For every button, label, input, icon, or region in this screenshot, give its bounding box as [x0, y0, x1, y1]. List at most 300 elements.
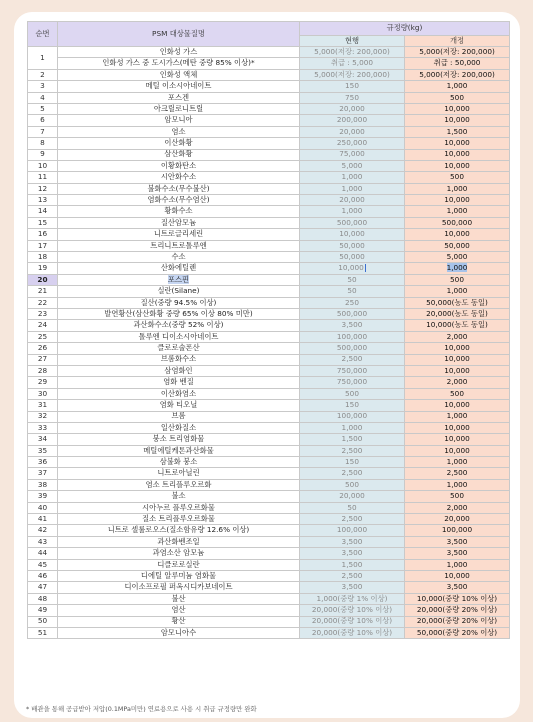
- current-quantity: [300, 160, 405, 171]
- revised-quantity: [405, 445, 510, 456]
- psm-threshold-table: [27, 21, 510, 639]
- current-quantity: [300, 69, 405, 80]
- table-row: [28, 47, 510, 58]
- current-quantity: [300, 172, 405, 183]
- revised-quantity-text: 500: [450, 491, 464, 501]
- substance-name: [58, 343, 300, 354]
- table-row: [28, 525, 510, 536]
- row-number: 47: [28, 582, 58, 593]
- current-quantity: [300, 514, 405, 525]
- row-number: 16: [28, 229, 58, 240]
- substance-name-text: 삼산화황: [164, 149, 193, 159]
- substance-name-text: 디클로로실란: [157, 559, 200, 569]
- table-row: [28, 400, 510, 411]
- substance-name: [58, 47, 300, 58]
- current-quantity-text: 500,000: [336, 308, 368, 318]
- revised-quantity: [405, 286, 510, 297]
- revised-quantity: [405, 491, 510, 502]
- substance-name: [58, 479, 300, 490]
- current-quantity-text: 50: [347, 502, 357, 512]
- substance-name: [58, 320, 300, 331]
- substance-name: [58, 400, 300, 411]
- current-quantity-text: 20,000: [339, 103, 365, 113]
- substance-name: [58, 514, 300, 525]
- table-row: [28, 160, 510, 171]
- table-row: [28, 491, 510, 502]
- current-quantity-text: 250: [345, 297, 359, 307]
- table-row: [28, 434, 510, 445]
- substance-name-text: 니트로 셀룰로오스(질소함유량 12.6% 이상): [107, 525, 250, 535]
- revised-quantity-text: 10,000: [444, 434, 470, 444]
- revised-quantity: [405, 69, 510, 80]
- row-number: 8: [28, 138, 58, 149]
- header-substance-name: PSM 대상물질명: [58, 22, 300, 47]
- table-row: [28, 69, 510, 80]
- table-row: [28, 616, 510, 627]
- substance-name-text: 시아누르 플루오르화물: [142, 502, 215, 512]
- current-quantity: [300, 331, 405, 342]
- revised-quantity-text: 1,000: [446, 559, 468, 569]
- revised-quantity-text: 10,000: [444, 570, 470, 580]
- table-body: [28, 47, 510, 639]
- substance-name-text: 산화에틸렌: [160, 263, 197, 273]
- table-row: [28, 274, 510, 285]
- table-row: [28, 263, 510, 274]
- footnote: * 배관을 통해 공급받아 저압(0.1MPa미만) 연료용으로 사용 시 취급 규정량만 완화: [26, 705, 257, 713]
- substance-name: [58, 217, 300, 228]
- table-row: [28, 422, 510, 433]
- substance-name-text: 실란(Silane): [157, 286, 200, 296]
- row-number: 19: [28, 263, 58, 274]
- substance-name-text: 염화 벤질: [163, 377, 194, 387]
- table-row: [28, 81, 510, 92]
- substance-name: [58, 411, 300, 422]
- table-row: [28, 570, 510, 581]
- substance-name: [58, 582, 300, 593]
- current-quantity-text: 500,000: [336, 343, 368, 353]
- current-quantity: [300, 103, 405, 114]
- revised-quantity-text: 500: [450, 388, 464, 398]
- row-number: 33: [28, 422, 58, 433]
- substance-name-text: 인화성 가스: [159, 46, 198, 56]
- revised-quantity-text: 10,000: [444, 343, 470, 353]
- substance-name-text: 일산화질소: [160, 422, 197, 432]
- current-quantity: [300, 616, 405, 627]
- substance-name: [58, 570, 300, 581]
- table-row: [28, 365, 510, 376]
- substance-name-text: 불소: [171, 491, 186, 501]
- revised-quantity: [405, 479, 510, 490]
- revised-quantity: [405, 616, 510, 627]
- substance-name: [58, 422, 300, 433]
- substance-name-text: 브롬화수소: [160, 354, 197, 364]
- row-number: 35: [28, 445, 58, 456]
- row-number: 30: [28, 388, 58, 399]
- revised-quantity-text: 5,000(저장: 200,000): [419, 69, 495, 79]
- revised-quantity: [405, 92, 510, 103]
- current-quantity-text: 2,500: [341, 445, 363, 455]
- table-row: [28, 593, 510, 604]
- current-quantity: [300, 115, 405, 126]
- revised-quantity-text: 500,000: [441, 217, 473, 227]
- substance-name-text: 메틸에틸케톤과산화물: [143, 445, 214, 455]
- revised-quantity: [405, 103, 510, 114]
- substance-name-text: 시안화수소: [160, 172, 197, 182]
- table-row: [28, 115, 510, 126]
- substance-name: [58, 81, 300, 92]
- revised-quantity: [405, 559, 510, 570]
- table-row: [28, 582, 510, 593]
- current-quantity: [300, 434, 405, 445]
- revised-quantity: [405, 331, 510, 342]
- substance-name-text: 포스겐: [167, 92, 190, 102]
- text-cursor: [365, 264, 366, 272]
- table-row: [28, 411, 510, 422]
- table-row: [28, 548, 510, 559]
- current-quantity-text: 1,000: [341, 183, 363, 193]
- substance-name: [58, 297, 300, 308]
- revised-quantity: [405, 263, 510, 274]
- current-quantity: [300, 274, 405, 285]
- revised-quantity: [405, 115, 510, 126]
- revised-quantity: [405, 217, 510, 228]
- current-quantity: [300, 559, 405, 570]
- table-row: [28, 217, 510, 228]
- row-number: 44: [28, 548, 58, 559]
- current-quantity: [300, 92, 405, 103]
- current-quantity-text: 10,000: [339, 229, 365, 239]
- revised-quantity: [405, 422, 510, 433]
- revised-quantity: [405, 502, 510, 513]
- current-quantity-text: 750: [345, 92, 359, 102]
- current-quantity-text: 1,000: [341, 206, 363, 216]
- substance-name-text: 암모니아: [164, 115, 193, 125]
- substance-name-text: 붕소 트리염화물: [152, 434, 205, 444]
- table-row: [28, 457, 510, 468]
- revised-quantity: [405, 582, 510, 593]
- current-quantity: [300, 252, 405, 263]
- substance-name-text: 메틸 이소시아네이트: [145, 81, 212, 91]
- current-quantity: [300, 229, 405, 240]
- substance-name: [58, 502, 300, 513]
- substance-name: [58, 457, 300, 468]
- substance-name: [58, 536, 300, 547]
- substance-name: [58, 229, 300, 240]
- current-quantity-text: 500: [345, 388, 359, 398]
- revised-quantity: [405, 240, 510, 251]
- substance-name-text: 염화수소(무수염산): [147, 195, 210, 205]
- current-quantity-text: 150: [345, 400, 359, 410]
- revised-quantity: [405, 400, 510, 411]
- substance-name: [58, 252, 300, 263]
- substance-name: [58, 183, 300, 194]
- substance-name: [58, 69, 300, 80]
- revised-quantity-text: 20,000(농도 동일): [426, 308, 488, 318]
- revised-quantity-text: 1,000: [446, 457, 468, 466]
- substance-name-text: 과산화수소(중량 52% 이상): [133, 320, 224, 330]
- revised-quantity-text: 20,000(중량 20% 이상): [416, 605, 498, 615]
- substance-name: [58, 308, 300, 319]
- revised-quantity-text: 2,000: [446, 502, 468, 512]
- substance-name: [58, 365, 300, 376]
- revised-quantity-text: 500: [450, 172, 464, 182]
- substance-name: [58, 331, 300, 342]
- current-quantity-text: 1,500: [341, 559, 363, 569]
- substance-name-text: 발연황산(삼산화황 중량 65% 이상 80% 미만): [104, 308, 253, 318]
- current-quantity: [300, 593, 405, 604]
- substance-name-text: 아크릴로니트릴: [153, 103, 204, 113]
- table-row: [28, 92, 510, 103]
- current-quantity-text: 100,000: [336, 331, 368, 341]
- substance-name-text: 인화성 액체: [159, 69, 198, 79]
- substance-name-text: 인화성 가스 중 도시가스(메탄 중량 85% 이상)*: [102, 58, 255, 68]
- table-row: [28, 377, 510, 388]
- row-number: 6: [28, 115, 58, 126]
- current-quantity: [300, 570, 405, 581]
- document-card: [14, 12, 520, 718]
- row-number: 14: [28, 206, 58, 217]
- substance-name-text: 이산화염소: [160, 388, 197, 398]
- current-quantity-text: 50: [347, 286, 357, 296]
- revised-quantity: [405, 149, 510, 160]
- substance-name: [58, 525, 300, 536]
- revised-quantity: [405, 58, 510, 69]
- current-quantity: [300, 457, 405, 468]
- table-row: [28, 252, 510, 263]
- current-quantity-text: 20,000: [339, 126, 365, 136]
- current-quantity-text: 10,000: [338, 263, 364, 273]
- substance-name-text: 암모니아수: [160, 627, 197, 637]
- current-quantity: [300, 491, 405, 502]
- revised-quantity: [405, 343, 510, 354]
- table-row: [28, 343, 510, 354]
- substance-name: [58, 138, 300, 149]
- current-quantity-text: 5,000: [341, 160, 363, 170]
- revised-quantity-text: 2,000: [446, 377, 468, 387]
- current-quantity: [300, 411, 405, 422]
- substance-name-text: 디이소프로필 퍼옥시디카보네이트: [124, 582, 233, 592]
- substance-name-text: 황산: [171, 616, 186, 626]
- row-number: 40: [28, 502, 58, 513]
- row-number: 23: [28, 308, 58, 319]
- current-quantity-text: 200,000: [336, 115, 368, 125]
- row-number: 9: [28, 149, 58, 160]
- revised-quantity: [405, 605, 510, 616]
- current-quantity-text: 2,500: [341, 468, 363, 478]
- current-quantity-text: 3,500: [341, 536, 363, 546]
- table-row: [28, 536, 510, 547]
- table-row: [28, 627, 510, 638]
- table-row: [28, 286, 510, 297]
- current-quantity: [300, 502, 405, 513]
- table-row: [28, 514, 510, 525]
- current-quantity-text: 취급 : 5,000: [330, 58, 374, 68]
- table-row: [28, 331, 510, 342]
- row-number: 31: [28, 400, 58, 411]
- current-quantity: [300, 627, 405, 638]
- revised-quantity: [405, 536, 510, 547]
- table-row: [28, 195, 510, 206]
- revised-quantity: [405, 354, 510, 365]
- revised-quantity: [405, 172, 510, 183]
- substance-name-text: 질소 트리플루오르화물: [142, 513, 215, 523]
- current-quantity-text: 1,000(중량 1% 이상): [316, 593, 388, 603]
- revised-quantity-text: 10,000: [444, 115, 470, 125]
- substance-name: [58, 354, 300, 365]
- revised-quantity-text: 10,000: [444, 400, 470, 410]
- substance-name-text: 불산: [171, 593, 186, 603]
- substance-name-text: 삼염화인: [164, 365, 193, 375]
- current-quantity: [300, 422, 405, 433]
- table-row: [28, 297, 510, 308]
- substance-name-text: 니트로글리세린: [153, 229, 204, 239]
- current-quantity: [300, 388, 405, 399]
- revised-quantity-text: 1,000: [446, 81, 468, 91]
- row-number: 10: [28, 160, 58, 171]
- revised-quantity: [405, 47, 510, 58]
- current-quantity-text: 500: [345, 479, 359, 489]
- substance-name: [58, 149, 300, 160]
- revised-quantity: [405, 126, 510, 137]
- current-quantity: [300, 183, 405, 194]
- row-number: 48: [28, 593, 58, 604]
- revised-quantity-text: 10,000: [444, 229, 470, 239]
- revised-quantity: [405, 183, 510, 194]
- current-quantity: [300, 445, 405, 456]
- table-row: [28, 229, 510, 240]
- row-number: 51: [28, 627, 58, 638]
- substance-name: [58, 468, 300, 479]
- row-number: 34: [28, 434, 58, 445]
- header-revised: 개정: [405, 36, 510, 47]
- current-quantity-text: 50,000: [339, 251, 365, 261]
- revised-quantity: [405, 388, 510, 399]
- substance-name: [58, 559, 300, 570]
- row-number: 42: [28, 525, 58, 536]
- revised-quantity: [405, 525, 510, 536]
- revised-quantity-text: 2,000: [446, 331, 468, 341]
- row-number: 50: [28, 616, 58, 627]
- substance-name: [58, 160, 300, 171]
- substance-name-text: 질산암모늄: [160, 217, 197, 227]
- table-row: [28, 126, 510, 137]
- substance-name: [58, 103, 300, 114]
- revised-quantity: [405, 160, 510, 171]
- revised-quantity: [405, 274, 510, 285]
- row-number: 41: [28, 514, 58, 525]
- substance-name: [58, 593, 300, 604]
- substance-name: [58, 434, 300, 445]
- row-number: 27: [28, 354, 58, 365]
- current-quantity: [300, 58, 405, 69]
- substance-name: [58, 445, 300, 456]
- row-number: 13: [28, 195, 58, 206]
- substance-name: [58, 286, 300, 297]
- current-quantity: [300, 468, 405, 479]
- revised-quantity: [405, 593, 510, 604]
- current-quantity: [300, 308, 405, 319]
- current-quantity-text: 2,500: [341, 570, 363, 580]
- current-quantity: [300, 605, 405, 616]
- revised-quantity-text: 10,000: [444, 354, 470, 364]
- revised-quantity: [405, 570, 510, 581]
- revised-quantity-text: 10,000(농도 동일): [426, 320, 488, 330]
- revised-quantity-text: 1,000: [446, 411, 468, 421]
- revised-quantity: [405, 468, 510, 479]
- table-row: [28, 183, 510, 194]
- row-number: 7: [28, 126, 58, 137]
- revised-quantity-text: 1,500: [446, 126, 468, 136]
- current-quantity-text: 1,000: [341, 422, 363, 432]
- revised-quantity-text: 3,500: [446, 582, 468, 592]
- row-number: 26: [28, 343, 58, 354]
- current-quantity: [300, 343, 405, 354]
- revised-quantity-text: 5,000: [446, 251, 468, 261]
- revised-quantity: [405, 206, 510, 217]
- revised-quantity: [405, 138, 510, 149]
- revised-quantity: [405, 411, 510, 422]
- revised-quantity: [405, 514, 510, 525]
- current-quantity: [300, 240, 405, 251]
- substance-name: [58, 195, 300, 206]
- table-row: [28, 468, 510, 479]
- current-quantity: [300, 479, 405, 490]
- substance-name-text: 클로로술폰산: [157, 343, 200, 353]
- substance-name: [58, 377, 300, 388]
- current-quantity: [300, 297, 405, 308]
- row-number: 28: [28, 365, 58, 376]
- current-quantity-text: 750,000: [336, 377, 368, 387]
- current-quantity-text: 20,000: [339, 195, 365, 205]
- substance-name-text: 염산: [171, 605, 186, 615]
- substance-name-text: 니트로아닐린: [157, 468, 200, 478]
- substance-name-text: 불화수소(무수불산): [147, 183, 210, 193]
- revised-quantity-text: 1,000: [446, 206, 468, 216]
- row-number: 43: [28, 536, 58, 547]
- current-quantity: [300, 400, 405, 411]
- current-quantity: [300, 548, 405, 559]
- current-quantity: [300, 195, 405, 206]
- row-number: 39: [28, 491, 58, 502]
- table-row: [28, 479, 510, 490]
- revised-quantity-text: 5,000(저장: 200,000): [419, 46, 495, 56]
- substance-name: [58, 115, 300, 126]
- substance-name: [58, 206, 300, 217]
- row-number: 24: [28, 320, 58, 331]
- table-row: [28, 502, 510, 513]
- current-quantity: [300, 126, 405, 137]
- revised-quantity: [405, 320, 510, 331]
- current-quantity: [300, 354, 405, 365]
- revised-quantity-text: 1,000: [446, 286, 468, 296]
- substance-name: [58, 388, 300, 399]
- row-number: 21: [28, 286, 58, 297]
- current-quantity: [300, 525, 405, 536]
- row-number: 5: [28, 103, 58, 114]
- row-number: 38: [28, 479, 58, 490]
- row-number: 11: [28, 172, 58, 183]
- current-quantity: [300, 81, 405, 92]
- revised-quantity: [405, 297, 510, 308]
- substance-name: [58, 491, 300, 502]
- table-row: [28, 308, 510, 319]
- current-quantity-text: 100,000: [336, 411, 368, 421]
- revised-quantity-text: 1,000: [446, 183, 468, 193]
- current-quantity-text: 20,000(중량 10% 이상): [311, 627, 393, 637]
- substance-name-text: 삼불화 붕소: [159, 457, 198, 466]
- current-quantity: [300, 263, 405, 274]
- row-number: 36: [28, 457, 58, 468]
